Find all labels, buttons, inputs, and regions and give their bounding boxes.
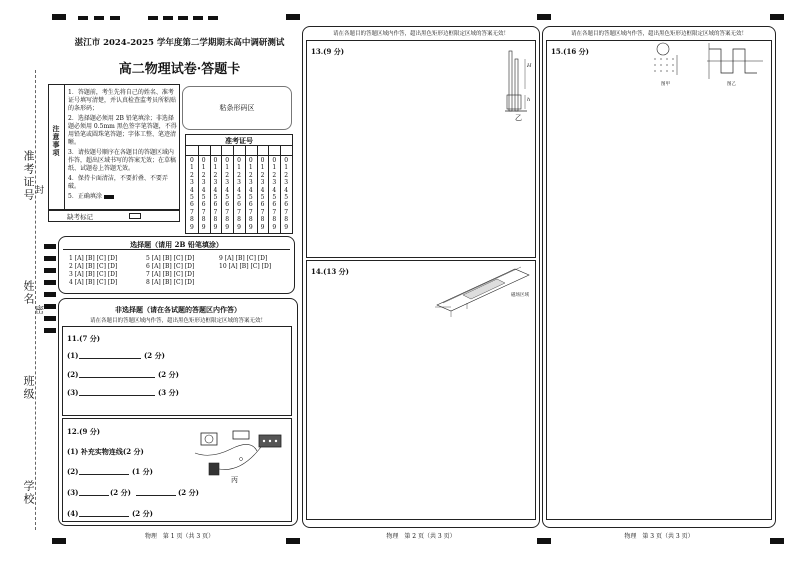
digit-bubble[interactable]: 6: [225, 201, 230, 209]
digit-bubble[interactable]: 6: [189, 201, 194, 209]
choice-item[interactable]: 7 [A] [B] [C] [D]: [146, 271, 195, 278]
side-label-school: 学校: [22, 480, 35, 506]
q12-part3-score: (2 分): [110, 488, 131, 497]
side-label-exam-no: 准考证号: [22, 150, 35, 202]
digit-bubble[interactable]: 1: [272, 164, 277, 172]
timing-mark: [770, 14, 784, 20]
notice-item: 2．选择题必须用 2B 铅笔填涂；非选择题必须用 0.5mm 黑色签字笔答题，不得用铅笔或圆珠笔答题；字体工整、笔迹清晰。: [68, 115, 177, 146]
side-mark: [44, 280, 56, 285]
answer-line[interactable]: [79, 395, 155, 396]
q14-figure: [433, 263, 537, 319]
q15-figure-b: [705, 41, 765, 81]
q14-box: [306, 260, 536, 520]
q12-part1: (1) 补充实物连线(2 分): [67, 447, 144, 456]
digit-bubble[interactable]: 9: [248, 223, 253, 231]
choice-heading: 选择题（请用 2B 铅笔填涂）: [130, 240, 223, 249]
digit-bubble[interactable]: 3: [225, 179, 230, 187]
digit-bubble[interactable]: 4: [237, 186, 241, 194]
digit-bubble[interactable]: 2: [272, 171, 277, 179]
digit-bubble[interactable]: 9: [189, 223, 194, 231]
digit-bubble[interactable]: 0: [189, 157, 194, 164]
digit-bubble[interactable]: 1: [237, 164, 241, 172]
column-divider: [257, 145, 258, 233]
q15-fig-b-label: 图乙: [727, 82, 736, 87]
digit-bubble[interactable]: 7: [260, 208, 265, 216]
barcode-label: 粘条形码区: [219, 104, 255, 112]
timing-mark: [163, 16, 173, 20]
circuit-figure: [191, 429, 291, 493]
timing-mark: [52, 14, 66, 20]
side-mark: [44, 304, 56, 309]
side-label-seal2: 密: [33, 305, 43, 316]
missing-mark-label: 缺考标记: [67, 213, 93, 221]
side-label-class: 班级: [22, 375, 35, 401]
answer-line[interactable]: [79, 377, 155, 378]
q12-part4-label: (4): [67, 509, 79, 518]
notice-item: 1．答题前，考生先将自己的姓名、准考证号填写清楚，并认真检查监考员所粘贴的条形码；: [68, 89, 177, 112]
exam-title: 湛江市 2024-2025 学年度第二学期期末高中调研测试: [74, 38, 285, 48]
digit-bubble[interactable]: 7: [189, 208, 194, 216]
digit-bubble[interactable]: 5: [189, 194, 194, 202]
digit-bubble[interactable]: 0: [272, 157, 277, 164]
q13-h2-label: h: [527, 97, 531, 103]
q15-box: [546, 40, 772, 520]
digit-bubble[interactable]: 8: [225, 216, 230, 224]
digit-bubble[interactable]: 8: [260, 216, 265, 224]
timing-mark: [537, 14, 551, 20]
q11-part-label: (3): [67, 388, 79, 397]
digit-bubble[interactable]: 6: [201, 201, 206, 209]
digit-bubble[interactable]: 1: [213, 164, 218, 172]
q12-part4-score: (2 分): [132, 509, 153, 518]
digit-bubble[interactable]: 2: [248, 171, 253, 179]
digit-bubble[interactable]: 9: [260, 223, 265, 231]
digit-bubble[interactable]: 1: [201, 164, 206, 172]
column-divider: [268, 145, 269, 233]
digit-bubble[interactable]: 9: [237, 223, 241, 231]
digit-bubble[interactable]: 3: [248, 179, 253, 187]
notice-item: 3．请按题号顺序在各题目的答题区域内作答，超出区域书写的答案无效；在草稿纸、试题卷上答题无效。: [68, 149, 177, 172]
q11-box: [62, 326, 292, 416]
digit-bubble[interactable]: 1: [189, 164, 194, 172]
digit-bubble[interactable]: 3: [213, 179, 218, 187]
notice-heading: 注意事项: [52, 125, 61, 157]
filled-bubble-sample: [104, 195, 114, 199]
q14-title: 14.(13 分): [311, 267, 349, 276]
digit-bubble[interactable]: 2: [201, 171, 206, 179]
timing-mark: [286, 14, 300, 20]
digit-bubble[interactable]: 0: [237, 157, 241, 164]
column-divider: [280, 145, 281, 233]
q13-h-label: H: [527, 63, 532, 69]
q12-part3-label: (3): [67, 488, 79, 497]
digit-bubble[interactable]: 9: [225, 223, 230, 231]
q12-box: [62, 418, 292, 522]
q13-figure: [503, 45, 537, 123]
digit-bubble[interactable]: 4: [213, 186, 218, 194]
digit-bubble[interactable]: 3: [284, 179, 289, 187]
digit-bubble[interactable]: 5: [237, 194, 241, 202]
timing-mark: [178, 16, 188, 20]
digit-bubble[interactable]: 5: [248, 194, 253, 202]
digit-bubble[interactable]: 3: [260, 179, 265, 187]
answer-line[interactable]: [79, 474, 129, 475]
digit-bubble[interactable]: 6: [260, 201, 265, 209]
answer-line[interactable]: [136, 495, 176, 496]
digit-bubble[interactable]: 9: [213, 223, 218, 231]
side-mark: [44, 256, 56, 261]
page-footer: 物理 第 3 页（共 3 页）: [624, 533, 694, 540]
side-mark: [44, 316, 56, 321]
side-mark: [44, 244, 56, 249]
digit-column[interactable]: [269, 157, 280, 231]
exam-number-grid: [185, 134, 293, 234]
digit-bubble[interactable]: 3: [189, 179, 194, 187]
answer-line[interactable]: [79, 495, 109, 496]
q11-title: 11.(7 分): [67, 334, 101, 343]
digit-bubble[interactable]: 5: [260, 194, 265, 202]
digit-bubble[interactable]: 6: [237, 201, 241, 209]
notice-item: 4．保持卡面清洁，不要折叠、不要弄破。: [68, 175, 168, 190]
digit-bubble[interactable]: 2: [260, 171, 265, 179]
choice-item[interactable]: 1 [A] [B] [C] [D]: [69, 255, 118, 262]
digit-bubble[interactable]: 3: [201, 179, 206, 187]
missing-mark-box: [48, 210, 180, 222]
digit-bubble[interactable]: 4: [225, 186, 230, 194]
digit-bubble[interactable]: 0: [201, 157, 206, 164]
choice-item[interactable]: 8 [A] [B] [C] [D]: [146, 279, 195, 286]
q15-figure-a: [651, 41, 695, 81]
q15-fig-a-label: 图甲: [661, 82, 670, 87]
side-mark: [44, 292, 56, 297]
notice-box: [48, 84, 180, 210]
digit-bubble[interactable]: 8: [284, 216, 289, 224]
column-divider: [198, 145, 199, 233]
digit-bubble[interactable]: 7: [225, 208, 230, 216]
digit-bubble[interactable]: 8: [201, 216, 206, 224]
q12-part2-score: (1 分): [132, 467, 153, 476]
digit-bubble[interactable]: 5: [225, 194, 230, 202]
q13-box: [306, 40, 536, 258]
q13-title: 13.(9 分): [311, 47, 345, 56]
digit-column[interactable]: [198, 157, 209, 231]
column-divider: [221, 145, 222, 233]
digit-bubble[interactable]: 5: [284, 194, 289, 202]
digit-bubble[interactable]: 2: [189, 171, 194, 179]
column-divider: [245, 145, 246, 233]
page2-warning: 请在各题目的答题区域内作答，超出黑色矩形边框限定区域的答案无效！: [332, 31, 509, 37]
digit-bubble[interactable]: 0: [248, 157, 253, 164]
q13-figure-label: 乙: [515, 114, 522, 122]
barcode-area: [182, 86, 292, 130]
q11-part-score: (2 分): [158, 370, 179, 379]
choice-item[interactable]: 2 [A] [B] [C] [D]: [69, 263, 118, 270]
side-mark: [44, 328, 56, 333]
side-label-name: 姓名: [22, 280, 35, 306]
choice-item[interactable]: 6 [A] [B] [C] [D]: [146, 263, 195, 270]
digit-bubble[interactable]: 1: [248, 164, 253, 172]
q11-part-label: (2): [67, 370, 79, 379]
q12-figure-label: 丙: [231, 476, 238, 484]
timing-mark: [78, 16, 88, 20]
digit-bubble[interactable]: 9: [272, 223, 277, 231]
digit-bubble[interactable]: 2: [225, 171, 230, 179]
digit-bubble[interactable]: 5: [213, 194, 218, 202]
digit-bubble[interactable]: 0: [213, 157, 218, 164]
digit-bubble[interactable]: 9: [284, 223, 289, 231]
digit-bubble[interactable]: 5: [201, 194, 206, 202]
digit-bubble[interactable]: 1: [284, 164, 289, 172]
exam-number-heading: 准考证号: [225, 136, 253, 145]
digit-column[interactable]: [245, 157, 256, 231]
digit-bubble[interactable]: 6: [284, 201, 289, 209]
choice-section: [58, 236, 295, 294]
q11-part-score: (3 分): [158, 388, 179, 397]
digit-column[interactable]: [234, 157, 245, 231]
digit-bubble[interactable]: 2: [237, 171, 241, 179]
timing-mark: [94, 16, 104, 20]
q12-title: 12.(9 分): [67, 427, 101, 436]
digit-bubble[interactable]: 8: [248, 216, 253, 224]
timing-mark: [148, 16, 158, 20]
choice-item[interactable]: 10 [A] [B] [C] [D]: [219, 263, 272, 270]
q11-part-label: (1): [67, 351, 79, 360]
digit-bubble[interactable]: 4: [189, 186, 194, 194]
digit-bubble[interactable]: 2: [284, 171, 289, 179]
digit-column[interactable]: [186, 157, 197, 231]
choice-item[interactable]: 4 [A] [B] [C] [D]: [69, 279, 118, 286]
card-subtitle: 高二物理试卷·答题卡: [118, 62, 241, 77]
digit-column[interactable]: [210, 157, 221, 231]
digit-bubble[interactable]: 8: [189, 216, 194, 224]
digit-bubble[interactable]: 5: [272, 194, 277, 202]
digit-bubble[interactable]: 8: [213, 216, 218, 224]
digit-bubble[interactable]: 6: [213, 201, 218, 209]
digit-bubble[interactable]: 7: [272, 208, 277, 216]
choice-item[interactable]: 3 [A] [B] [C] [D]: [69, 271, 118, 278]
digit-column[interactable]: [281, 157, 292, 231]
digit-bubble[interactable]: 9: [201, 223, 206, 231]
digit-bubble[interactable]: 4: [201, 186, 206, 194]
notice-item: 5．正确填涂: [68, 193, 102, 200]
column-divider: [210, 145, 211, 233]
non-choice-heading: 非选择题（请在各试题的答题区内作答）: [115, 305, 241, 314]
page3-warning: 请在各题目的答题区域内作答，超出黑色矩形边框限定区域的答案无效！: [570, 31, 747, 37]
column-divider: [233, 145, 234, 233]
digit-bubble[interactable]: 6: [272, 201, 277, 209]
q12-part3-score: (2 分): [178, 488, 199, 497]
digit-bubble[interactable]: 0: [284, 157, 289, 164]
digit-bubble[interactable]: 0: [260, 157, 265, 164]
digit-bubble[interactable]: 1: [225, 164, 230, 172]
q11-part-score: (2 分): [144, 351, 165, 360]
page-footer: 物理 第 2 页（共 3 页）: [386, 533, 456, 540]
digit-bubble[interactable]: 7: [213, 208, 218, 216]
page-footer: 物理 第 1 页（共 3 页）: [144, 533, 215, 540]
digit-bubble[interactable]: 1: [260, 164, 265, 172]
digit-column[interactable]: [222, 157, 233, 231]
digit-bubble[interactable]: 7: [284, 208, 289, 216]
answer-line[interactable]: [79, 358, 141, 359]
timing-mark: [208, 16, 218, 20]
digit-bubble[interactable]: 7: [248, 208, 253, 216]
digit-bubble[interactable]: 4: [284, 186, 289, 194]
timing-mark: [193, 16, 203, 20]
digit-bubble[interactable]: 2: [213, 171, 218, 179]
choice-item[interactable]: 9 [A] [B] [C] [D]: [219, 255, 268, 262]
digit-bubble[interactable]: 3: [237, 179, 241, 187]
timing-mark: [110, 16, 120, 20]
digit-bubble[interactable]: 6: [248, 201, 253, 209]
digit-bubble[interactable]: 8: [237, 216, 241, 224]
digit-bubble[interactable]: 4: [260, 186, 265, 194]
digit-bubble[interactable]: 8: [272, 216, 277, 224]
q15-title: 15.(16 分): [551, 47, 589, 56]
digit-bubble[interactable]: 4: [248, 186, 253, 194]
side-mark: [44, 268, 56, 273]
choice-item[interactable]: 5 [A] [B] [C] [D]: [146, 255, 195, 262]
non-choice-warning: 请在各题目的答题区域内作答，超出黑色矩形边框限定区域的答案无效！: [89, 318, 266, 324]
missing-mark-bubble[interactable]: [129, 213, 141, 219]
q14-figure-note: 磁场区域: [511, 293, 529, 298]
digit-bubble[interactable]: 7: [237, 208, 241, 216]
side-label-seal: 封: [33, 185, 43, 196]
digit-column[interactable]: [257, 157, 268, 231]
digit-bubble[interactable]: 0: [225, 157, 230, 164]
digit-bubble[interactable]: 3: [272, 179, 277, 187]
answer-line[interactable]: [79, 516, 129, 517]
digit-bubble[interactable]: 7: [201, 208, 206, 216]
q12-part2-label: (2): [67, 467, 79, 476]
digit-bubble[interactable]: 4: [272, 186, 277, 194]
